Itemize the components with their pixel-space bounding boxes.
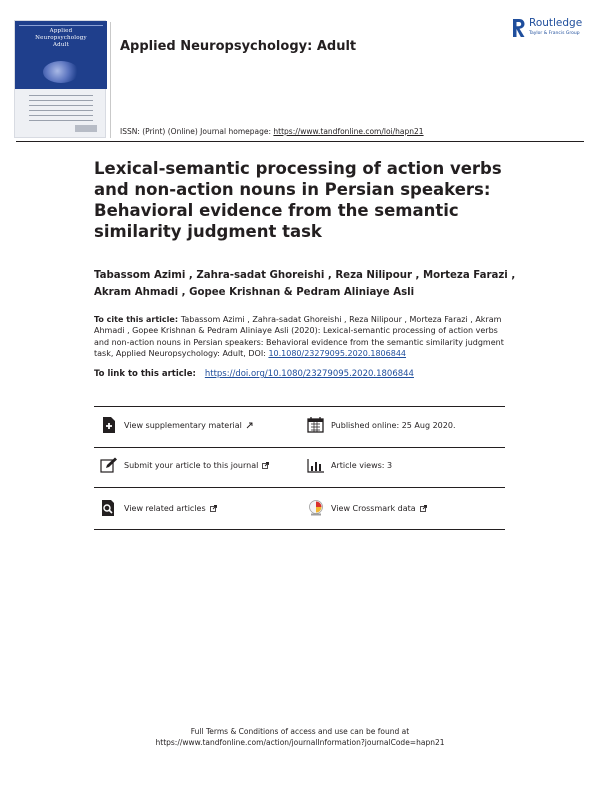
cover-title-line: Applied (49, 28, 73, 34)
citation-block (94, 314, 514, 360)
footer-line: Full Terms & Conditions of access and use can be found at (190, 727, 410, 736)
doi-link[interactable]: 10.1080/23279095.2020.1806844 (268, 349, 407, 359)
crossmark-icon (307, 500, 325, 516)
issn-line (120, 127, 424, 136)
publisher-name: Routledge (529, 17, 583, 29)
info-rule (94, 487, 505, 488)
journal-cover-image (14, 20, 106, 138)
cover-title-line: Neuropsychology (35, 35, 87, 41)
article-authors (94, 267, 534, 301)
related-articles-link[interactable] (100, 500, 217, 516)
pencil-edit-icon (100, 457, 118, 473)
journal-title: Applied Neuropsychology: Adult (120, 39, 357, 54)
cover-title (15, 28, 107, 49)
supplementary-material-link[interactable] (100, 417, 253, 433)
issn-label: ISSN: (Print) (Online) Journal homepage: (120, 127, 274, 136)
footer-terms (0, 726, 600, 748)
cover-publisher-logo (75, 125, 97, 132)
external-link-icon (246, 422, 253, 429)
views-count: Article views: 3 (331, 460, 393, 470)
external-link-icon (420, 505, 427, 512)
article-views (307, 457, 392, 473)
submit-article-link[interactable] (100, 457, 269, 473)
document-plus-icon (100, 417, 118, 433)
authors-line: Tabassom Azimi , Zahra-sadat Ghoreishi , Reza Nilipour , Morteza Farazi , (94, 270, 516, 281)
routledge-logo-icon (511, 18, 526, 38)
calendar-icon (307, 417, 325, 433)
article-title: Lexical-semantic processing of action verbs and non-action nouns in Persian speakers: Behavioral evidence from the semantic similarity judgment task (94, 159, 502, 241)
link-label: To link to this article: (94, 369, 199, 379)
article-link-line (94, 368, 514, 380)
footer-terms-link[interactable]: https://www.tandfonline.com/action/journalInformation?journalCode=hapn21 (155, 738, 445, 747)
cover-text-lines (29, 95, 93, 125)
related-label: View related articles (124, 503, 206, 513)
publisher-tagline: Taylor & Francis Group (529, 31, 580, 36)
published-online (307, 417, 456, 433)
cite-text: Tabassom Azimi , Zahra-sadat Ghoreishi , Reza Nilipour , Morteza Farazi , Akram Ahmadi , Gopee Krishnan & Pedram Aliniaye Asli (2020): Lexical-semantic processing of action verbs and non-action nouns in Persian speakers: Behavioral evidence from the semantic similarity judgment task, Applied Neuropsychology: Adult, DOI: (94, 315, 504, 359)
info-rule (94, 529, 505, 530)
cover-title-line: Adult (52, 42, 69, 48)
journal-homepage-link[interactable]: https://www.tandfonline.com/loi/hapn21 (273, 127, 424, 136)
supplementary-label: View supplementary material (124, 420, 242, 430)
bar-chart-icon (307, 457, 325, 473)
crossmark-link[interactable] (307, 500, 427, 516)
document-search-icon (100, 500, 118, 516)
brain-image (43, 61, 79, 83)
external-link-icon (262, 462, 269, 469)
crossmark-label: View Crossmark data (331, 503, 416, 513)
header-rule (16, 141, 584, 142)
header-divider (110, 22, 111, 138)
authors-line: Akram Ahmadi , Gopee Krishnan & Pedram Aliniaye Asli (94, 287, 415, 298)
published-date: Published online: 25 Aug 2020. (331, 420, 456, 430)
info-rule (94, 406, 505, 407)
submit-label: Submit your article to this journal (124, 460, 259, 470)
article-doi-url[interactable]: https://doi.org/10.1080/23279095.2020.1806844 (204, 369, 414, 379)
cite-label: To cite this article: (94, 315, 181, 324)
external-link-icon (210, 505, 217, 512)
cover-rule (19, 25, 103, 26)
info-rule (94, 447, 505, 448)
